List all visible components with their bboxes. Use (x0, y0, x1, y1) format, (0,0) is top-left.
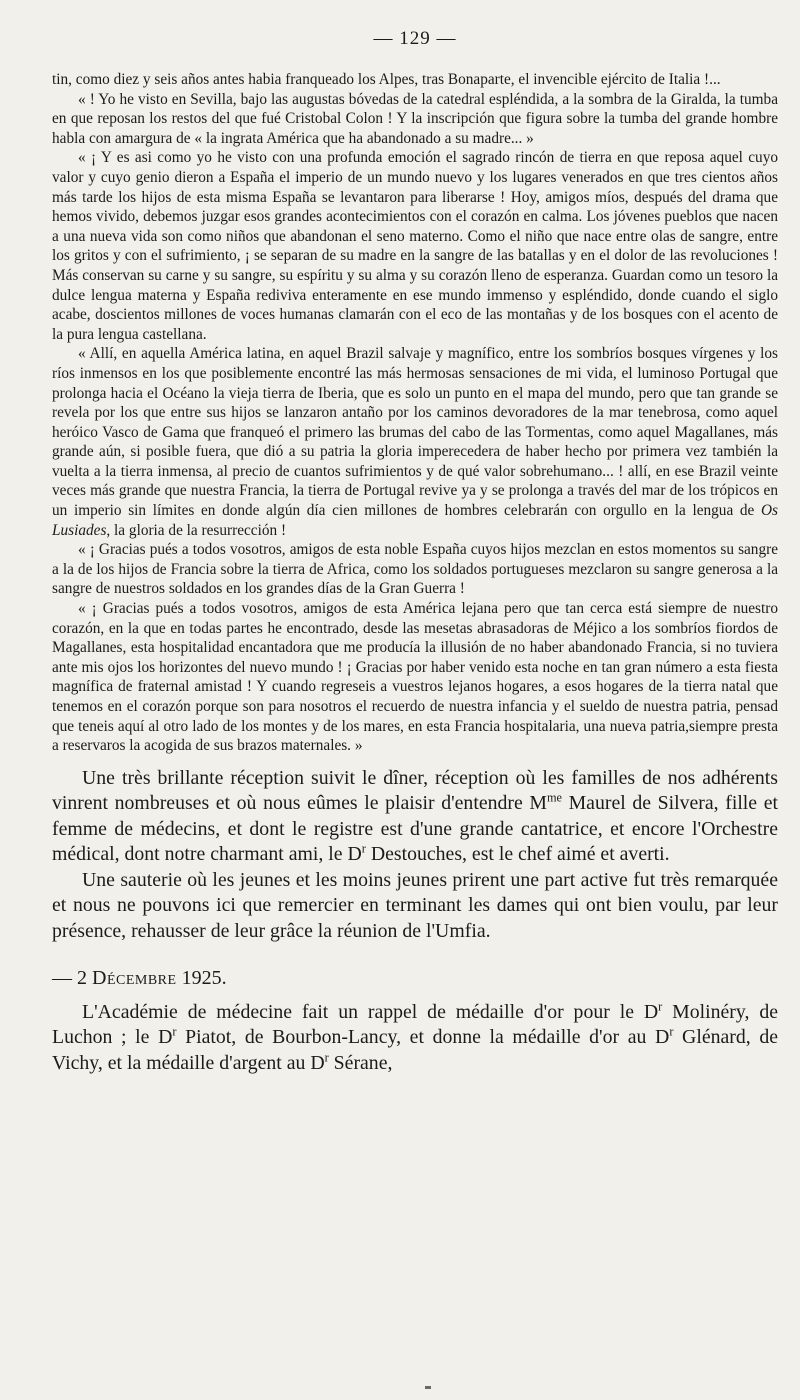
superscript: me (546, 790, 562, 805)
paragraph: « ! Yo he visto en Sevilla, bajo las augustas bóvedas de la catedral espléndida, a la sombra de la Giralda, la tumba en que reposan los restos del que fué Cristobal Colon ! Y la inscripción que figura sobre la tumba del grande hombre habla con amargura de « la ingrata América que ha abandonado a su madre... » (52, 90, 778, 147)
paragraph: « ¡ Gracias pués a todos vosotros, amigos de esta América lejana pero que tan cerca está siempre de nuestro corazón, en la que en todas partes he encontrado, desde las mesetas abrasadoras de Méjico a los sombríos fiordos de Magallanes, esta hospitalidad encantadora que me producía la illusión de no haber abandonado Francia, si no tuviera ante mis ojos los horizontes del nuevo mundo ! ¡ Gracias por haber venido esta noche en tan gran número a esta fiesta magnífica de fraternal amistad ! Y cuando regreseis a vuestros lejanos hogares, a esos hogares de la tierra natal que tenemos en el corazón porque son para nosotros el recuerdo de nuestra infancia y el sueldo de nuestra patria, pensad que teneis aquí al otro lado de los montes y de los mares, en esta Francia hospitalaria, una nueva patria,siempre presta a reservaros la acogida de sus brazos maternales. » (52, 600, 778, 755)
spanish-speech (52, 70, 778, 756)
paragraph: Une sauterie où les jeunes et les moins jeunes prirent une part active fut très remarquée et nous ne pouvons ici que remercier en terminant les dames qui ont bien voulu, par leur présence, rehausser de leur grâce la réunion de l'Umfia. (52, 868, 778, 942)
date-month: Décembre (92, 967, 177, 990)
print-mark (425, 1386, 431, 1389)
paragraph: tin, como diez y seis años antes habia franqueado los Alpes, tras Bonaparte, el invencible ejército de Italia !... (52, 71, 721, 88)
paragraph-text: Piatot, de Bourbon-Lancy, et donne la médaille d'or au D (176, 1026, 670, 1049)
paragraph-text: Destouches, est le chef aimé et averti. (365, 843, 670, 866)
paragraph-text: « Allí, en aquella América latina, en aquel Brazil salvaje y magnífico, entre los sombríos bosques vírgenes y los ríos inmensos en los que posiblemente encontré las más hermosas sensaciones de mi vida, el luminoso Portugal que prolonga hacia el Océano la vieja tierra de Iberia, que es solo un punto en el mapa del mundo, pero que tan grande se revela por los que entre sus hijos se lanzaron antaño por los caminos devoradores de la mar tenebrosa, como aquel heróico Vasco de Gama que franqueó el primero las brumas del cabo de las Tormentas, como aquel Magallanes, más grande aún, si posible fuera, que dió a su patria la gloria imperecedera de haber hecho por primera vez también la vuelta a la tierra inmensa, al precio de cuantos sufrimientos y de qué valor sobrehumano... ! allí, en ese Brazil veinte veces más grande que nuestra Francia, la tierra de Portugal revive ya y se prolonga a través del mar de los trópicos en un imperio sin límites en donde algún día cien millones de hombres celebrarán con orgullo en la lengua de (52, 345, 778, 520)
paragraph-text: Glénard, de Vichy, et la médaille d'argent au D (52, 1026, 779, 1074)
paragraph: « ¡ Gracias pués a todos vosotros, amigos de esta noble España cuyos hijos mezclan en estos momentos su sangre a la de los hijos de Francia sobre la tierra de Africa, como los soldados portugueses mezclaron su sangre generosa a la sangre de nuestros soldados en los grandes días de la Gran Guerra ! (52, 541, 778, 598)
superscript: r (669, 1024, 674, 1039)
paragraph: « ¡ Y es asi como yo he visto con una profunda emoción el sagrado rincón de tierra en que reposa aquel cuyo valor y cuyo genio dieron a España el imperio de un mundo nuevo y los lugares venerados en que tres cientos años más tarde los hijos de esta misma España se levantaron para liberarse ! Hoy, amigos míos, después del drama que hemos vivido, debemos juzgar esos grandes acontecimientos con el corazón en calma. Los jóvenes pueblos que nacen a una nueva vida son como niños que abandonan el seno materno. Como el niño que nace entre olas de sangre, entre los gritos y con el sufrimiento, ¡ se separan de su madre en la sangre de las batallas y en el dolor de las revoluciones ! Más conservan su carne y su sangre, su espíritu y su alma y su corazón lleno de esperanza. Guardan como un tesoro la dulce lengua materna y España rediviva enteramente en ese mundo immenso y espléndido, donde cuando el siglo acabe, doscientos millones de voces humanas clamarán con el eco de las montañas y de los bosques con el acento de la pura lengua castellana. (52, 149, 778, 343)
date-prefix: — 2 (52, 967, 92, 990)
superscript: r (172, 1024, 177, 1039)
superscript: r (361, 841, 366, 856)
italic-title: Os Lusiades (52, 502, 778, 539)
paragraph-text: , la gloria de la resurrección ! (106, 521, 287, 539)
paragraph-text: Maurel de Silvera, fille et femme de médecins, et dont le registre est d'une grande cantatrice, et encore l'Orchestre médical, dont notre charmant ami, le D (52, 792, 778, 866)
date-year: 1925. (176, 967, 227, 990)
paragraph (52, 766, 778, 868)
date-heading (52, 966, 778, 992)
paragraph-text: Une très brillante réception suivit le dîner, réception où les familles de nos adhérents vinrent nombreuses et où nous eûmes le plaisir d'entendre M (52, 766, 778, 815)
paragraph-text: L'Académie de médecine fait un rappel de médaille d'or pour le D (82, 1000, 659, 1023)
paragraph (52, 1000, 778, 1077)
superscript: r (324, 1050, 329, 1065)
page-number: — 129 — (373, 28, 457, 49)
french-text (52, 766, 778, 1077)
superscript: r (658, 999, 663, 1014)
paragraph (52, 344, 778, 540)
paragraph-text: Sérane, (328, 1051, 393, 1074)
paragraph-text: Molinéry, de Luchon ; le D (52, 1000, 778, 1049)
